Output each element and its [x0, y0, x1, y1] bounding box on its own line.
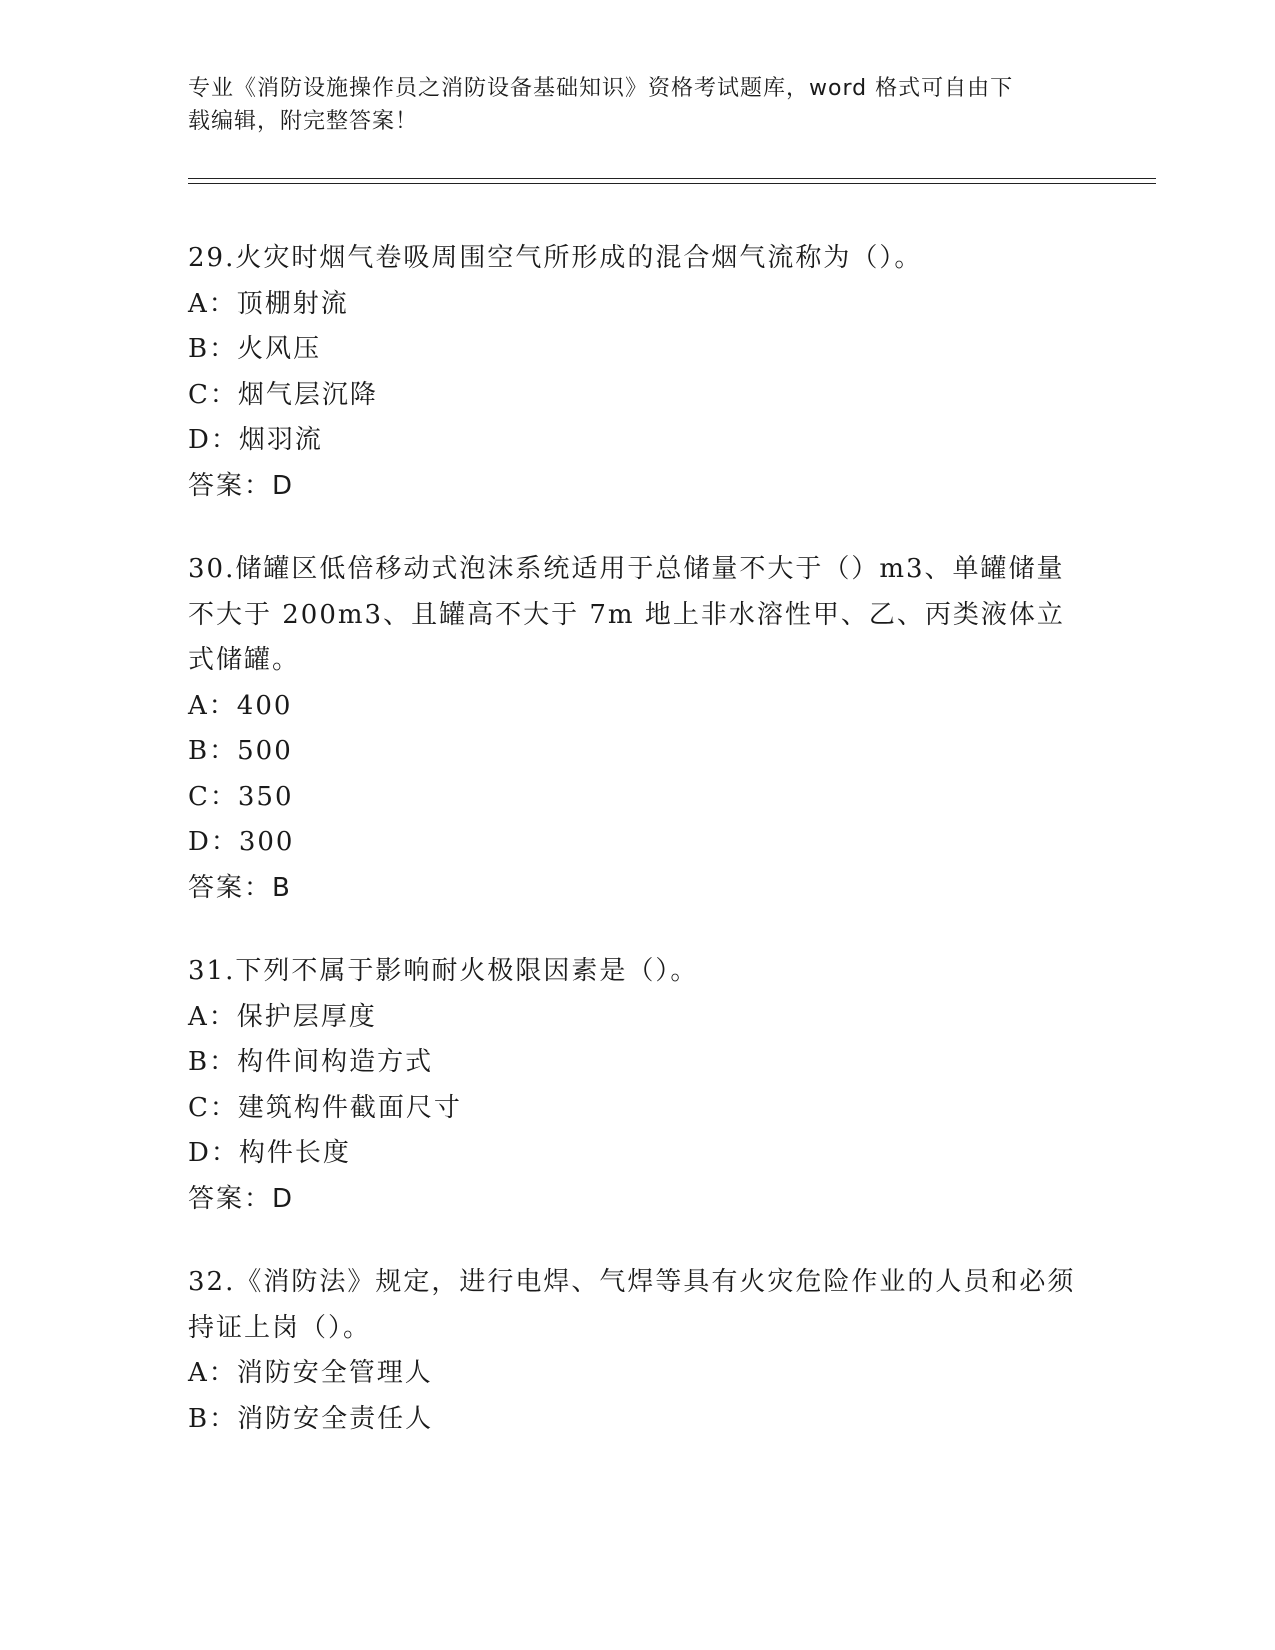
option-a: A：400 [188, 690, 293, 721]
question-stem: 29.火灾时烟气卷吸周围空气所形成的混合烟气流称为（）。 [188, 243, 923, 273]
option-a: A：消防安全管理人 [188, 1358, 433, 1388]
option-c: C：建筑构件截面尺寸 [188, 1092, 462, 1123]
question-29 [188, 236, 1088, 509]
option-b: B：构件间构造方式 [188, 1047, 434, 1077]
option-a: A：顶棚射流 [188, 288, 349, 319]
header-divider-top [188, 178, 1156, 179]
question-list [188, 236, 1088, 1480]
question-stem: 32.《消防法》规定，进行电焊、气焊等具有火灾危险作业的人员和必须持证上岗（）。 [188, 1267, 1076, 1343]
option-d: D：构件长度 [188, 1138, 351, 1168]
question-stem: 30.储罐区低倍移动式泡沫系统适用于总储量不大于（）m3、单罐储量不大于 200m3、且罐高不大于 7m 地上非水溶性甲、乙、丙类液体立式储罐。 [188, 554, 1065, 675]
answer-label: 答案：D [188, 1183, 295, 1214]
option-c: C：350 [188, 781, 294, 812]
header-line-1: 专业《消防设施操作员之消防设备基础知识》资格考试题库，word 格式可自由下 [188, 76, 1014, 101]
header-divider-bottom [188, 183, 1156, 184]
option-b: B：消防安全责任人 [188, 1403, 434, 1434]
question-32 [188, 1260, 1088, 1442]
option-b: B：500 [188, 736, 293, 766]
document-header [188, 72, 1068, 138]
option-b: B：火风压 [188, 334, 322, 364]
question-30 [188, 547, 1088, 911]
option-d: D：300 [188, 827, 295, 857]
answer-label: 答案：B [188, 872, 292, 903]
question-31 [188, 949, 1088, 1222]
option-d: D：烟羽流 [188, 425, 323, 455]
question-stem: 31.下列不属于影响耐火极限因素是（）。 [188, 956, 699, 986]
option-a: A：保护层厚度 [188, 1001, 377, 1032]
answer-label: 答案：D [188, 470, 295, 501]
option-c: C：烟气层沉降 [188, 379, 378, 410]
header-line-2: 载编辑，附完整答案！ [188, 109, 419, 134]
